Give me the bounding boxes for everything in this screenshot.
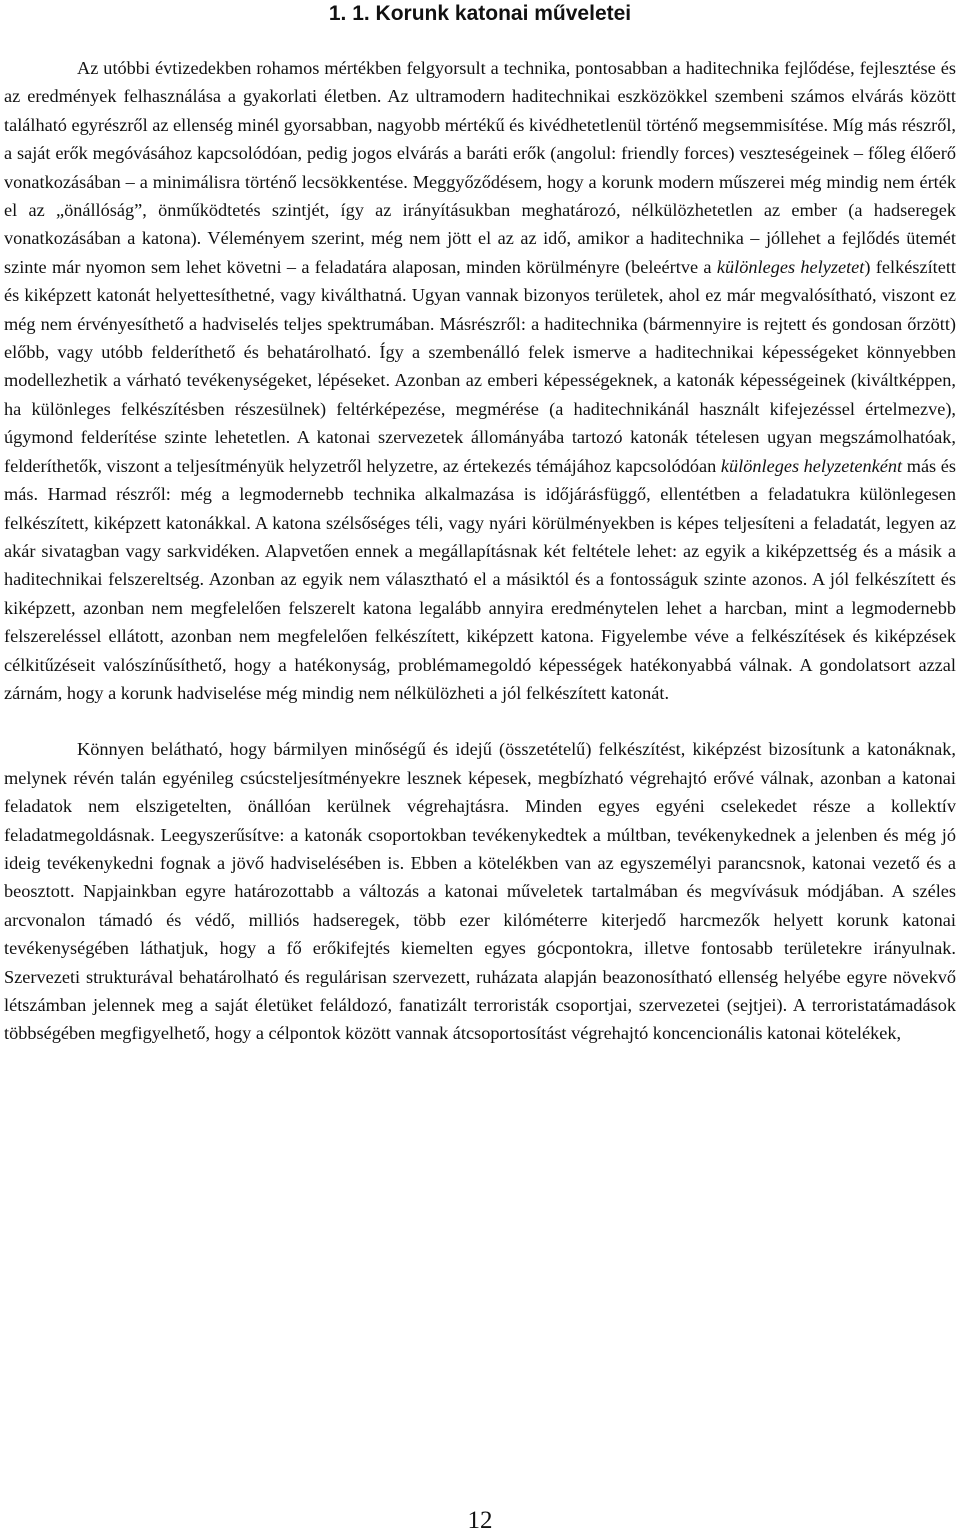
body-paragraph-1 — [4, 54, 956, 707]
paragraph-1-text-b: ) felkészített és kiképzett katonát helyettesíthetné, vagy kiválthatná. Ugyan vannak bizonyos területek, ahol ez már megvalósítható, viszont ez még nem érvényesíthető a hadviselés teljes spektrumában. Másrészről: a haditechnika (bármennyire is rejtett és gondosan őrzött) előbb, vagy utóbb felderíthető és behatárolható. Így a szembenálló felek ismerve a haditechnikai képességeket könnyebben modellezhetik a várható tevékenységeket, lépéseket. Azonban az emberi képességeknek, a katonák képességeinek (kiváltképpen, ha különleges felkészítésben részesülnek) feltérképezése, megmérése (a haditechnikánál használt kifejezéssel értelmezve), úgymond felderítése szinte lehetetlen. A katonai szervezetek állományába tartozó katonák tételesen ugyan megszámolhatóak, felderíthetők, viszont a teljesítményük helyzetről helyzetre, az értekezés témájához kapcsolódóan — [4, 256, 957, 476]
paragraph-1-italic-b: különleges helyzetenként — [720, 455, 903, 476]
page-number: 12 — [467, 1507, 493, 1534]
paragraph-1-text-a: Az utóbbi évtizedekben rohamos mértékben felgyorsult a technika, pontosabban a haditechnika fejlődése, fejlesztése és az eredmények felhasználása a gyakorlati életben. Az ultramodern haditechnikai eszközökkel szembeni számos elvárás között található egyrészről az ellenség minél gyorsabban, nagyobb mértékű és kivédhetetlenül történő megsemmisítése. Míg más részről, a saját erők megóvásához kapcsolódóan, pedig jogos elvárás a baráti erők (angolul: friendly forces) veszteségeinek – főleg élőerő vonatkozásában – a minimálisra történő lecsökkentése. Meggyőződésem, hogy a korunk modern műszerei még mindig nem érték el az „önállóság”, önműködtetés szintjét, így az irányításukban meghatározó, nélkülözhetetlen az ember (a hadseregek vonatkozásában a katona). Véleményem szerint, még nem jött el az az idő, amikor a haditechnika – jóllehet a fejlődés ütemét szinte már nyomon sem lehet követni – a feladatára alaposan, minden körülményre (beleértve a — [4, 58, 956, 277]
paragraph-1-text-c: más és más. Harmad részről: még a legmodernebb technika alkalmazása is időjárásfüggő, ellentétben a feladatukra különlegesen felkészített, kiképzett katonákkal. A katona szélsőséges téli, vagy nyári körülményekben is képes teljesíteni a feladatát, legyen az akár sivatagban vagy sarkvidéken. Alapvetően ennek a megállapításnak két feltétele lehet: az egyik a kiképzettség és a másik a haditechnikai felszereltség. Azonban az egyik nem választható el a másiktól és a fontosságuk szinte azonos. A jól felkészített és kiképzett, azonban nem megfelelően felszerelt katona legalább annyira eredménytelen lehet a harcban, mint a legmodernebb felszereléssel ellátott, azonban nem megfelelően felkészített, kiképzett katona. Figyelembe véve a felkészítések és kiképzések célkitűzéseit valószínűsíthető, hogy a hatékonyság, problémamegoldó képességek hatékonyabbá válnak. A gondolatsort azzal zárnám, hogy a korunk hadviselése még mindig nem nélkülözheti a jól felkészített katonát. — [4, 455, 956, 703]
section-heading: 1. 1. Korunk katonai műveletei — [328, 2, 632, 25]
paragraph-1-italic-a: különleges helyzetet — [716, 256, 865, 277]
body-paragraph-2: Könnyen belátható, hogy bármilyen minőségű és idejű (összetételű) felkészítést, kiképzést bizosítunk a katonáknak, melynek révén talán egyénileg csúcsteljesítményekre lesznek képesek, megbízható végrehajtó erővé válnak, azonban a katonai feladatok nem elszigetelten, önállóan kerülnek végrehajtásra. Minden egyes egyéni cselekedet része a kollektív feladatmegoldásnak. Leegyszerűsítve: a katonák csoportokban tevékenykedtek a múltban, tevékenykednek a jelenben és még jó ideig tevékenykedni fognak a jövő hadviselésében is. Ebben a kötelékben van az egyszemélyi parancsnok, katonai vezető és a beosztott. Napjainkban egyre határozottabb a változás a katonai műveletek tartalmában és megvívásuk módjában. A széles arcvonalon támadó és védő, milliós hadseregek, több ezer kilóméterre kiterjedő harcmezők helyett korunk katonai tevékenységében láthatjuk, hogy a fő erőkifejtés kiemelten egyes gócpontokra, illetve fontosabb területekre irányulnak. Szervezeti strukturával behatárolható és regulárisan szervezett, ruházata alapján beazonosítható ellenség helyébe egyre növekvő létszámban jelennek meg a saját életüket feláldozó, fanatizált terroristák csoportjai, szervezetei (sejtjei). A terroristatámadások többségében megfigyelhető, hogy a célpontok között vannak átcsoportosítást végrehajtó koncencionális katonai kötelékek, — [4, 739, 956, 1044]
